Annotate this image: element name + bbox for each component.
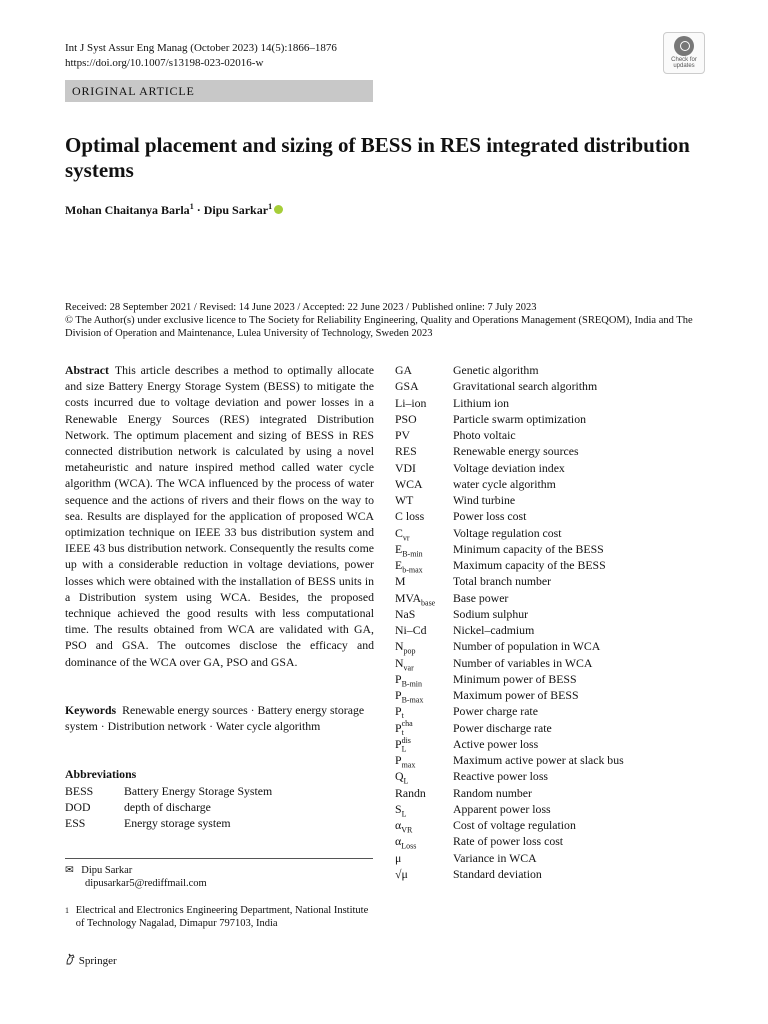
abbreviation-row (395, 460, 624, 476)
abbreviation-term: P t cha (395, 704, 413, 729)
abbreviation-row (65, 815, 272, 831)
abbreviation-term: $P_L$ (395, 736, 407, 754)
abstract (65, 362, 374, 670)
abbreviation-row (395, 850, 624, 866)
affiliation (65, 904, 374, 930)
crossmark-icon (674, 36, 694, 56)
abbreviation-row (395, 557, 624, 573)
publisher-footer (65, 953, 117, 967)
abbreviation-definition: Minimum capacity of the BESS (453, 541, 604, 556)
abbreviation-term: WT (395, 493, 414, 507)
abbreviation-row (395, 541, 624, 557)
abbreviation-definition: Maximum power of BESS (453, 688, 579, 702)
abbreviation-term: $Q_L$ (395, 769, 409, 786)
abbreviation-definition: Energy storage system (124, 816, 231, 831)
copyright-line: © The Author(s) under exclusive licence to The Society for Reliability Engineering, Quality and Operations Management (SREQOM), India and The Division of Operation and Maintenance, Lulea University of Technology, Sweden 2023 (65, 315, 693, 339)
footnote-divider (65, 858, 373, 859)
abbreviation-term: P t dis (395, 720, 411, 745)
abbreviation-row (395, 638, 624, 654)
abbreviation-definition: Particle swarm optimization (453, 411, 587, 426)
author-separator: · (193, 203, 204, 217)
abbreviation-term: PSO (395, 411, 417, 426)
check-for-updates-badge[interactable] (663, 32, 705, 74)
abbreviation-term: ESS (65, 816, 86, 831)
author-affiliation-mark: 1 (189, 202, 194, 211)
correspondence-email[interactable]: dipusarkar5@rediffmail.com (85, 878, 207, 889)
abbreviation-term: √μ (395, 866, 408, 881)
abbreviation-row (395, 362, 624, 378)
author-name: Mohan Chaitanya Barla (65, 203, 190, 217)
abbreviation-term: M (395, 574, 406, 589)
keywords-label: Keywords (65, 703, 117, 717)
abbreviation-row (395, 671, 624, 687)
abbreviation-row (395, 590, 624, 606)
abstract-text: This article describes a method to optimally allocate and size Battery Energy Storage System (BESS) to mitigate the costs incurred due to voltage deviation and power losses in a Renewable Energy Sources (RES) integrated Distribution Network. The optimum placement and sizing of BESS in RES connected distribution network is calculated by using a novel metaheuristic and nature inspired method called water cycle algorithm (WCA). The WCA influenced by the process of water sequence and the actions of rivers and their flows on the way to sea. Results are displayed for the application of proposed WCA optimization technique on IEEE 33 bus distribution system and IEEE 43 bus distribution network. Consequently the results come up with a considerable reduction in voltage deviations, power losses which were obtained with the installation of BESS units in a Distribution system using WCA. Besides, the proposed technique achieved the good results with less computational time. The results obtained from WCA are validated with GA, PSO and GSA. The outcomes disclose the efficacy and dominance of the WCA over GA, PSO and GSA. (65, 363, 374, 669)
abbreviation-term: BESS (65, 784, 94, 798)
journal-reference: Int J Syst Assur Eng Manag (October 2023) 14(5):1866–1876 (65, 42, 337, 54)
abbreviation-definition: Power loss cost (453, 509, 527, 524)
abbreviation-definition: Cost of voltage regulation (453, 818, 576, 832)
abbreviation-row (65, 783, 272, 799)
abbreviation-definition: Power charge rate (453, 704, 538, 719)
abbreviation-definition: Power discharge rate (453, 720, 552, 735)
abbreviation-definition: Minimum power of BESS (453, 671, 577, 686)
abbreviation-row (395, 378, 624, 394)
abbreviation-row (395, 768, 624, 784)
abbreviation-definition: Battery Energy Storage System (124, 784, 273, 798)
check-updates-text: Check for (671, 57, 697, 63)
abbreviation-definition: Maximum capacity of the BESS (453, 558, 606, 572)
abbreviation-row (395, 508, 624, 524)
abbreviation-row (395, 443, 624, 459)
abbreviation-row (395, 427, 624, 443)
abbreviation-definition: Number of population in WCA (453, 639, 601, 654)
abbreviation-definition: Number of variables in WCA (453, 655, 593, 670)
abbreviation-term: μ (395, 850, 402, 865)
dates-line: Received: 28 September 2021 / Revised: 14 June 2023 / Accepted: 22 June 2023 / Published online: 7 July 2023 (65, 302, 537, 313)
abbreviation-definition: Random number (453, 785, 532, 800)
abbreviation-definition: Lithium ion (453, 395, 510, 410)
abbreviation-definition: Wind turbine (453, 493, 516, 507)
abbreviation-term: $\alpha_{Loss}$ (395, 834, 417, 851)
abbreviation-term: $C_{vr}$ (395, 525, 410, 542)
publication-history (65, 301, 710, 340)
abbreviation-row (395, 411, 624, 427)
abbreviation-term: $P_{B-min}$ (395, 671, 423, 689)
abbreviation-term: Li–ion (395, 395, 427, 410)
check-updates-text-2: updates (673, 63, 695, 69)
abbreviation-definition: Reactive power loss (453, 769, 549, 784)
abbreviation-row (395, 492, 624, 508)
abbreviation-definition: Gravitational search algorithm (453, 379, 598, 394)
abbreviation-row (395, 833, 624, 849)
journal-citation (65, 41, 337, 71)
abbreviations-list-right (395, 362, 624, 882)
abbreviation-row (65, 799, 272, 815)
abbreviation-row (395, 817, 624, 833)
abbreviation-term: Ni–Cd (395, 623, 427, 637)
keywords-text: Renewable energy sources · Battery energy storage system · Distribution network · Water cycle algorithm (65, 703, 365, 734)
abbreviation-term: GA (395, 363, 413, 377)
abbreviations-list-left (65, 783, 272, 832)
abbreviation-definition: water cycle algorithm (453, 476, 556, 491)
abbreviation-row (395, 573, 624, 589)
affiliation-text: Electrical and Electronics Engineering Department, National Institute of Technology Nagalad, Dimapur 797103, India (75, 905, 369, 929)
doi-link[interactable]: https://doi.org/10.1007/s13198-023-02016-w (65, 57, 264, 69)
envelope-icon: ✉ (65, 865, 74, 876)
orcid-icon[interactable] (274, 205, 283, 214)
abbreviation-definition: Sodium sulphur (453, 606, 529, 621)
abbreviation-definition: Genetic algorithm (453, 363, 539, 377)
abbreviation-definition: Standard deviation (453, 866, 542, 881)
abbreviation-definition: depth of discharge (124, 800, 211, 815)
abbreviation-term: $P_{B-max}$ (395, 688, 424, 705)
abbreviation-term: Randn (395, 785, 426, 800)
abbreviation-row (395, 866, 624, 882)
author-list (65, 202, 283, 218)
abbreviation-row (395, 752, 624, 768)
abbreviation-term: $P_{max}$ (395, 753, 416, 770)
abbreviation-term: $S_L$ (395, 801, 407, 819)
abbreviation-row (395, 801, 624, 817)
abbreviation-row (395, 606, 624, 622)
abbreviation-row (395, 622, 624, 638)
abstract-label: Abstract (65, 363, 109, 377)
abbreviation-term: $E_{b-max}$ (395, 558, 423, 575)
article-type-banner: ORIGINAL ARTICLE (65, 80, 373, 102)
springer-horse-icon (65, 953, 76, 965)
abbreviation-term: $N_{pop}$ (395, 639, 416, 656)
abbreviation-definition: Base power (453, 590, 509, 605)
keywords (65, 702, 374, 734)
correspondence-name: Dipu Sarkar (81, 865, 133, 876)
abbreviation-definition: Total branch number (453, 574, 552, 589)
abbreviation-definition: Nickel–cadmium (453, 623, 535, 637)
abbreviation-term: GSA (395, 379, 419, 394)
abbreviation-term: PV (395, 428, 411, 442)
publisher-name: Springer (78, 955, 117, 967)
affiliation-mark: 1 (65, 906, 69, 915)
correspondence (65, 864, 207, 890)
abbreviation-row (395, 655, 624, 671)
abbreviation-definition: Voltage regulation cost (453, 525, 562, 540)
abbreviation-term: $MVA_{base}$ (395, 590, 436, 607)
abbreviation-definition: Photo voltaic (453, 428, 516, 442)
abbreviation-term: $\alpha_{VR}$ (395, 818, 413, 835)
abbreviation-row (395, 785, 624, 801)
abbreviation-term: RES (395, 444, 417, 459)
abbreviation-definition: Voltage deviation index (453, 460, 565, 475)
abbreviation-term: NaS (395, 606, 416, 621)
abbreviation-definition: Renewable energy sources (453, 444, 579, 459)
abbreviations-heading: Abbreviations (65, 767, 137, 781)
abbreviation-term: VDI (395, 460, 416, 475)
abbreviation-definition: Rate of power loss cost (453, 834, 564, 849)
abbreviation-definition: Active power loss (453, 736, 539, 751)
abbreviation-row (395, 736, 624, 752)
abbreviation-definition: Apparent power loss (453, 801, 551, 816)
abbreviation-term: $N_{var}$ (395, 655, 414, 672)
paper-title: Optimal placement and sizing of BESS in RES integrated distribution systems (65, 133, 690, 182)
abbreviation-definition: Maximum active power at slack bus (453, 753, 624, 767)
author-name: Dipu Sarkar (203, 203, 269, 217)
abbreviation-definition: Variance in WCA (453, 850, 537, 865)
abbreviation-row (395, 476, 624, 492)
abbreviation-term: C loss (395, 509, 425, 524)
author-affiliation-mark: 1 (268, 202, 273, 211)
abbreviation-row (395, 687, 624, 703)
abbreviation-term: DOD (65, 800, 91, 815)
abbreviation-row (395, 395, 624, 411)
abbreviation-term: WCA (395, 476, 423, 491)
abbreviation-row (395, 525, 624, 541)
abbreviation-term: $E_{B-min}$ (395, 541, 423, 559)
